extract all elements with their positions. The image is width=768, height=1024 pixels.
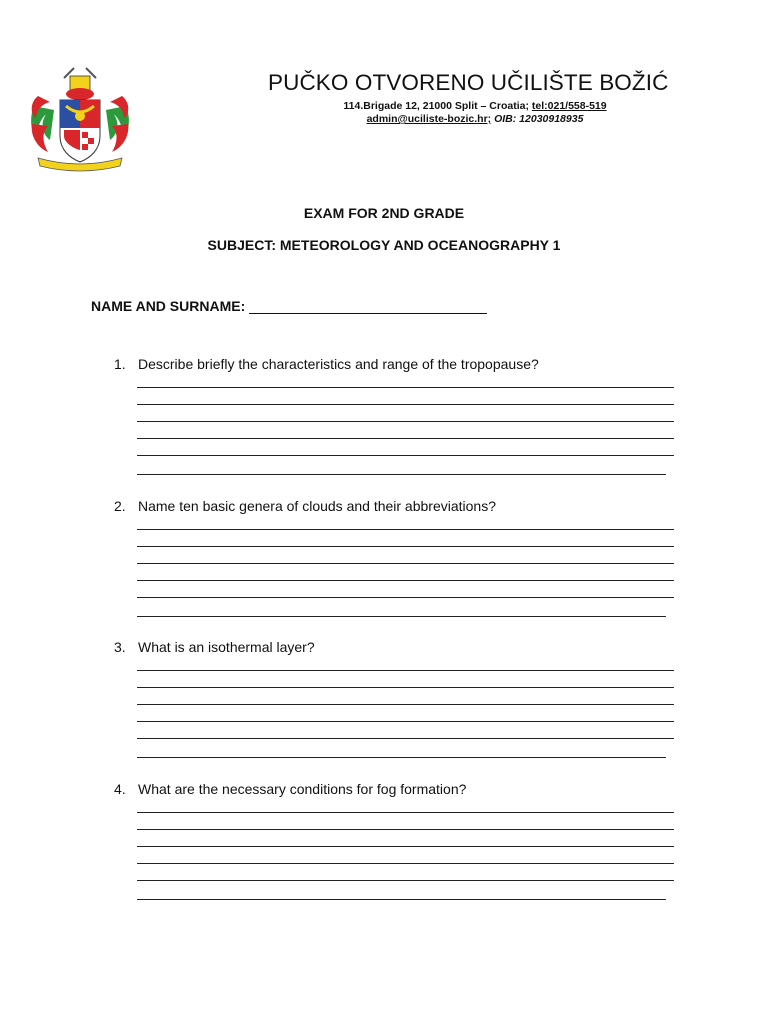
name-label: NAME AND SURNAME: [91,298,246,314]
answer-line[interactable] [137,455,674,456]
answer-line[interactable] [137,529,674,530]
answer-line[interactable] [137,670,674,671]
answer-line[interactable] [137,721,674,722]
name-field [91,296,487,314]
answer-line[interactable] [137,880,674,881]
answer-line[interactable] [137,616,666,617]
answer-line[interactable] [137,580,674,581]
answer-line[interactable] [137,812,674,813]
subject-title: SUBJECT: METEOROLOGY AND OCEANOGRAPHY 1 [207,237,561,253]
answer-line[interactable] [137,738,674,739]
question-number: 3. [114,639,126,655]
address-text: 114.Brigade 12, 21000 Split – Croatia; [343,100,532,112]
question-text: Describe briefly the characteristics and range of the tropopause? [138,356,539,372]
answer-line[interactable] [137,546,674,547]
coat-of-arms-icon [24,66,136,174]
answer-line[interactable] [137,597,674,598]
school-name: PUČKO OTVORENO UČILIŠTE BOŽIĆ [268,70,669,95]
answer-line[interactable] [137,687,674,688]
exam-title: EXAM FOR 2ND GRADE [303,205,465,221]
question-text: What is an isothermal layer? [138,639,315,655]
answer-line[interactable] [137,704,674,705]
answer-line[interactable] [137,899,666,900]
answer-line[interactable] [137,438,674,439]
answer-line[interactable] [137,387,674,388]
answer-line[interactable] [137,846,674,847]
question-number: 2. [114,498,126,514]
answer-line[interactable] [137,563,674,564]
answer-line[interactable] [137,404,674,405]
answer-line[interactable] [137,421,674,422]
answer-line[interactable] [137,757,666,758]
answer-line[interactable] [137,474,666,475]
answer-line[interactable] [137,863,674,864]
name-input-line[interactable] [249,299,487,314]
question-number: 4. [114,781,126,797]
answer-line[interactable] [137,829,674,830]
question-text: What are the necessary conditions for fog formation? [138,781,467,797]
phone-link[interactable]: tel:021/558-519 [531,100,607,112]
address-line [270,100,680,112]
question-number: 1. [114,356,126,372]
question-text: Name ten basic genera of clouds and their abbreviations? [138,498,496,514]
email-link[interactable]: admin@uciliste-bozic.hr; [366,113,492,125]
contact-line [270,113,680,125]
oib-text: OIB: 12030918935 [491,113,584,125]
